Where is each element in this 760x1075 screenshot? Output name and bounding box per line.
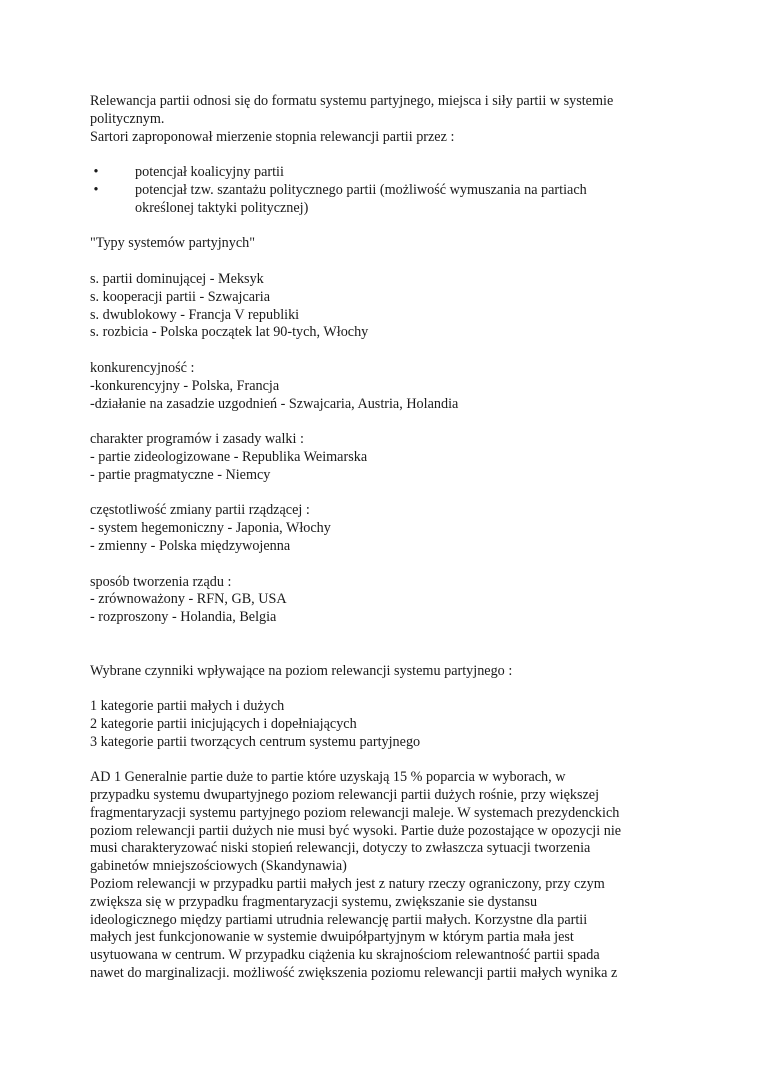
ad1-paragraph [90, 769, 670, 983]
intro-paragraph [90, 93, 670, 146]
list-item: sposób tworzenia rządu : [90, 573, 232, 590]
bullet-item: • potencjał tzw. szantażu politycznego partii (możliwość wymuszania na partiach określonej taktyki politycznej) [90, 182, 670, 218]
factors-list [90, 698, 670, 751]
paragraph-line: gabinetów mniejszościowych (Skandynawia) [90, 858, 347, 875]
government-section [90, 574, 670, 627]
programs-section [90, 431, 670, 484]
list-item: charakter programów i zasady walki : [90, 431, 304, 448]
list-item: - rozproszony - Holandia, Belgia [90, 609, 277, 626]
list-item: s. kooperacji partii - Szwajcaria [90, 288, 271, 305]
types-heading: "Typy systemów partyjnych" [90, 235, 256, 252]
list-item: 2 kategorie partii inicjujących i dopełniających [90, 715, 357, 732]
list-item: - system hegemoniczny - Japonia, Włochy [90, 520, 331, 537]
list-item: 3 kategorie partii tworzących centrum systemu partyjnego [90, 733, 421, 750]
intro-line: Sartori zaproponował mierzenie stopnia relewancji partii przez : [90, 128, 455, 145]
list-item: -konkurencyjny - Polska, Francja [90, 377, 280, 394]
paragraph-line: usytuowana w centrum. W przypadku ciążenia ku skrajnościom relewantność partii spada [90, 947, 600, 964]
paragraph-line: fragmentaryzacji systemu partyjnego poziom relewancji maleje. W systemach prezydenckich [90, 804, 620, 821]
frequency-section [90, 502, 670, 555]
bullet-icon: • [93, 164, 99, 181]
document-page [90, 93, 670, 983]
list-item: konkurencyjność : [90, 359, 195, 376]
paragraph-line: musi charakteryzować niski stopień relewancji, dotyczy to zwłaszcza sytuacji tworzenia [90, 840, 591, 857]
list-item: 1 kategorie partii małych i dużych [90, 698, 285, 715]
paragraph-line: ideologicznego między partiami utrudnia relewancję partii małych. Korzystne dla partii [90, 911, 588, 928]
systems-list [90, 271, 670, 342]
paragraph-line: Poziom relewancji w przypadku partii małych jest z natury rzeczy ograniczony, przy czym [90, 876, 605, 893]
list-item: s. dwublokowy - Francja V republiki [90, 306, 300, 323]
paragraph-line: zwiększa się w przypadku fragmentaryzacji systemu, zwiększanie sie dystansu [90, 893, 538, 910]
list-item: s. partii dominującej - Meksyk [90, 270, 264, 287]
paragraph-line: przypadku systemu dwupartyjnego poziom relewancji partii dużych rośnie, przy większej [90, 787, 600, 804]
paragraph-line: nawet do marginalizacji. możliwość zwiększenia poziomu relewancji partii małych wynika z [90, 965, 618, 982]
list-item: - partie pragmatyczne - Niemcy [90, 466, 271, 483]
paragraph-line: małych jest funkcjonowanie w systemie dwuipółpartyjnym w którym partia mała jest [90, 929, 574, 946]
list-item: - zrównoważony - RFN, GB, USA [90, 591, 287, 608]
intro-line: politycznym. [90, 110, 165, 127]
list-item: - zmienny - Polska międzywojenna [90, 537, 291, 554]
list-item: -działanie na zasadzie uzgodnień - Szwajcaria, Austria, Holandia [90, 395, 459, 412]
bullet-item: • potencjał koalicyjny partii [90, 164, 670, 182]
bullet-icon: • [93, 181, 99, 198]
list-item: - partie zideologizowane - Republika Weimarska [90, 448, 368, 465]
paragraph-line: AD 1 Generalnie partie duże to partie które uzyskają 15 % poparcia w wyborach, w [90, 769, 566, 786]
list-item: częstotliwość zmiany partii rządzącej : [90, 502, 310, 519]
list-item: s. rozbicia - Polska początek lat 90-tych, Włochy [90, 324, 369, 341]
paragraph-line: poziom relewancji partii dużych nie musi być wysoki. Partie duże pozostające w opozycji nie [90, 822, 622, 839]
bullet-list [90, 164, 670, 217]
factors-heading: Wybrane czynniki wpływające na poziom relewancji systemu partyjnego : [90, 662, 513, 679]
intro-line: Relewancja partii odnosi się do formatu systemu partyjnego, miejsca i siły partii w systemie [90, 93, 614, 109]
competition-section [90, 360, 670, 413]
